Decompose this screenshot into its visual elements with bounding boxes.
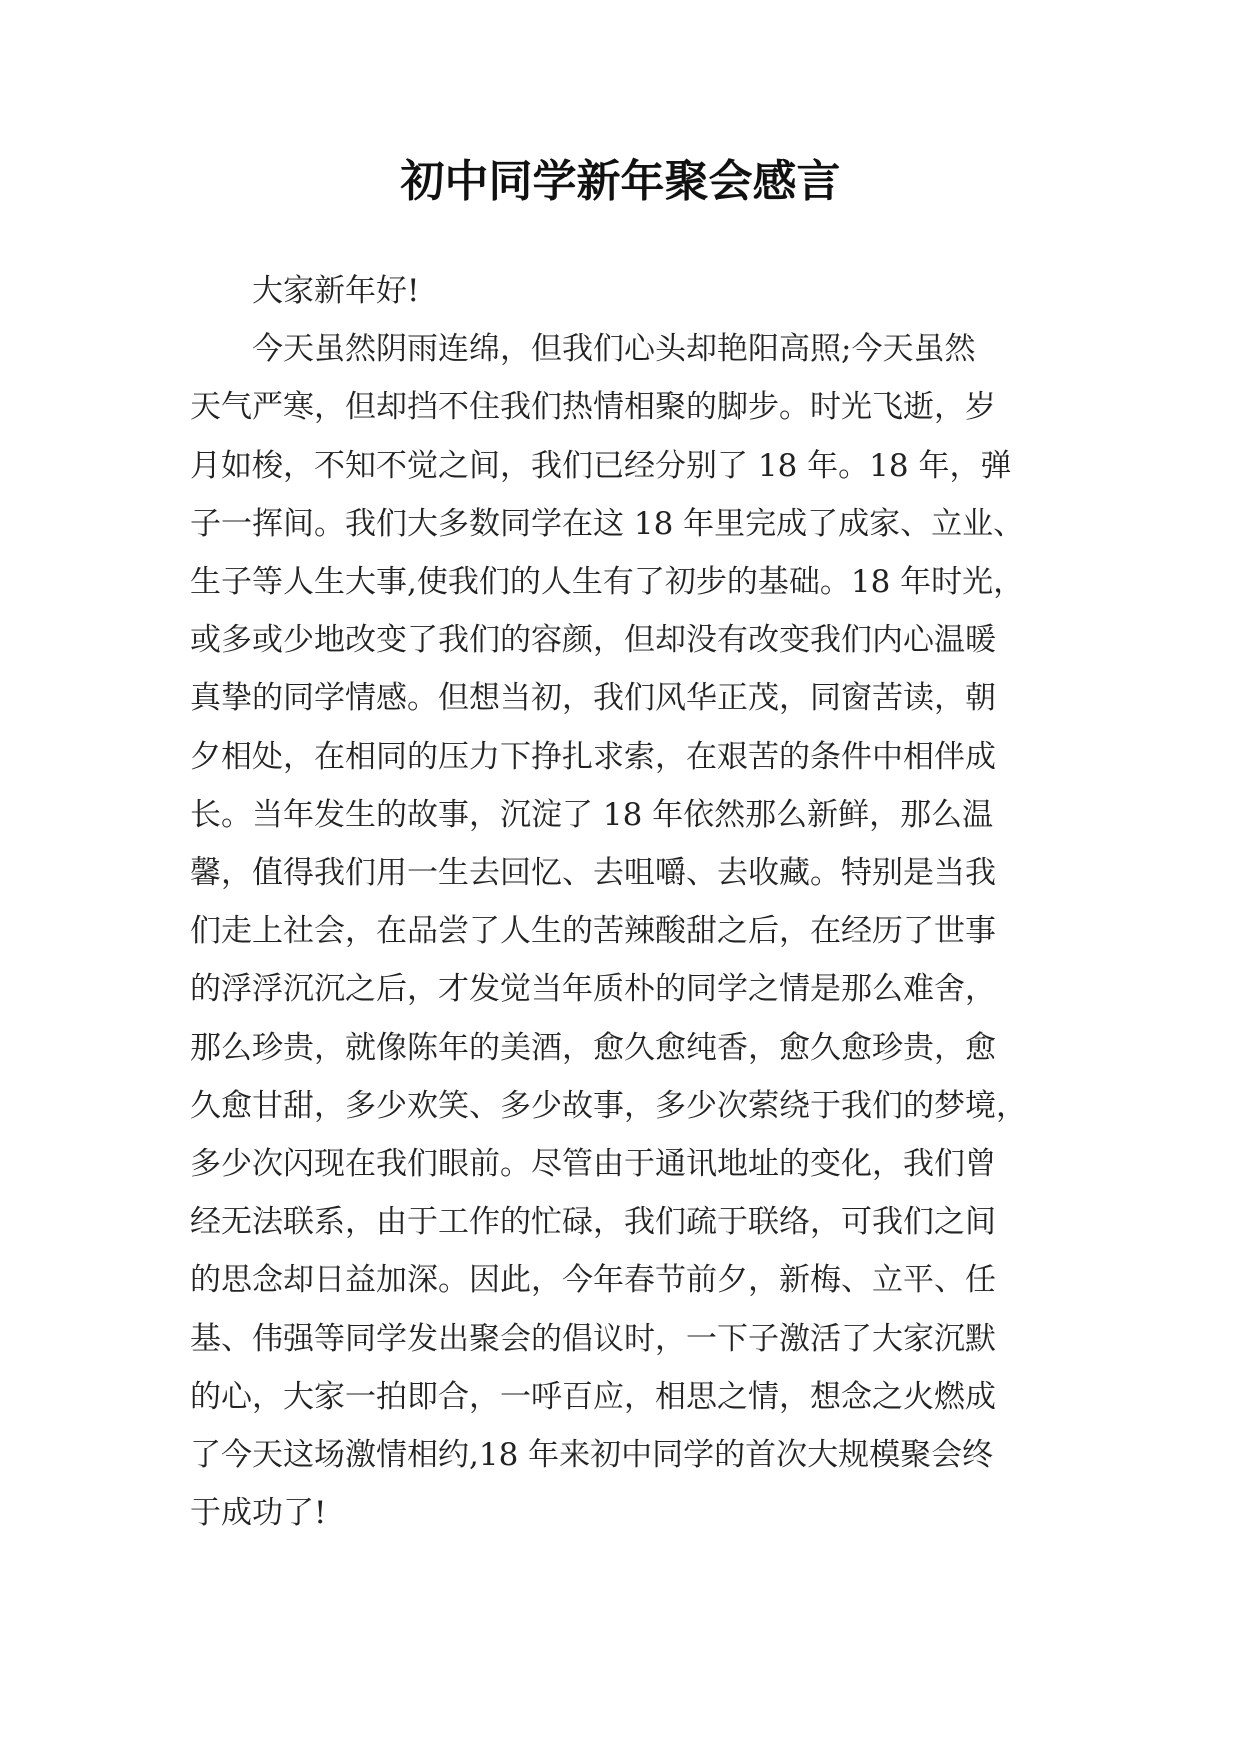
document-title: 初中同学新年聚会感言: [400, 156, 841, 207]
body-line: 于成功了!: [190, 1495, 327, 1532]
body-line: 长。当年发生的故事，沉淀了 18 年依然那么新鲜，那么温: [190, 796, 994, 833]
body-line: 多少次闪现在我们眼前。尽管由于通讯地址的变化，我们曾: [190, 1146, 996, 1183]
greeting-line: 大家新年好!: [252, 273, 420, 309]
body-line: 月如梭，不知不觉之间，我们已经分别了 18 年。18 年，弹: [190, 447, 1012, 484]
body-line: 子一挥间。我们大多数同学在这 18 年里完成了成家、立业、: [190, 505, 1025, 542]
document-body: [190, 262, 1060, 1542]
body-line: 夕相处，在相同的压力下挣扎求索，在艰苦的条件中相伴成: [190, 738, 996, 775]
body-line: 的心，大家一拍即合，一呼百应，相思之情，想念之火燃成: [190, 1378, 996, 1415]
body-line: 经无法联系，由于工作的忙碌，我们疏于联络，可我们之间: [190, 1204, 996, 1241]
body-line: 生子等人生大事,使我们的人生有了初步的基础。18 年时光，: [190, 564, 1025, 601]
body-line: 或多或少地改变了我们的容颜，但却没有改变我们内心温暖: [190, 622, 996, 659]
body-line: 真挚的同学情感。但想当初，我们风华正茂，同窗苦读，朝: [190, 680, 996, 717]
body-line: 们走上社会，在品尝了人生的苦辣酸甜之后，在经历了世事: [190, 913, 996, 950]
body-line: 的思念却日益加深。因此，今年春节前夕，新梅、立平、任: [190, 1262, 996, 1299]
body-line: 那么珍贵，就像陈年的美酒，愈久愈纯香，愈久愈珍贵，愈: [190, 1029, 996, 1066]
body-line: 今天虽然阴雨连绵，但我们心头却艳阳高照;今天虽然: [252, 331, 976, 368]
body-line: 了今天这场激情相约,18 年来初中同学的首次大规模聚会终: [190, 1437, 994, 1474]
body-line: 基、伟强等同学发出聚会的倡议时，一下子激活了大家沉默: [190, 1320, 996, 1357]
body-line: 的浮浮沉沉之后，才发觉当年质朴的同学之情是那么难舍，: [190, 971, 996, 1008]
body-line: 久愈甘甜，多少欢笑、多少故事，多少次萦绕于我们的梦境，: [190, 1087, 1027, 1124]
body-line: 馨，值得我们用一生去回忆、去咀嚼、去收藏。特别是当我: [190, 855, 996, 892]
body-line: 天气严寒，但却挡不住我们热情相聚的脚步。时光飞逝，岁: [190, 389, 996, 426]
